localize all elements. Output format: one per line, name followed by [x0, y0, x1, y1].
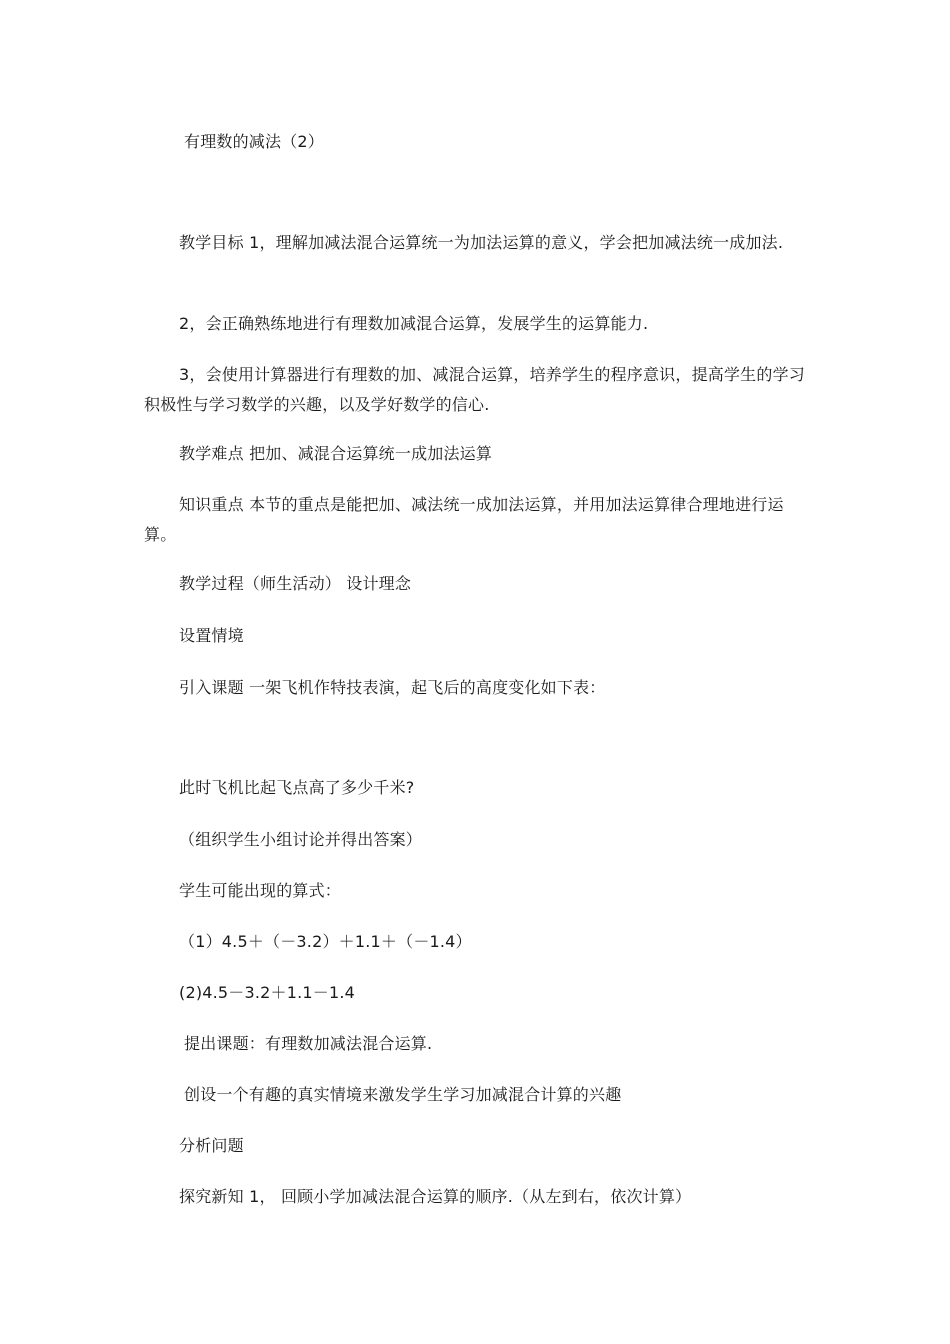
process-header: 教学过程（师生活动） 设计理念	[179, 574, 412, 593]
formula-2: (2)4.5－3.2＋1.1－1.4	[179, 983, 356, 1002]
topic-text: 提出课题：有理数加减法混合运算.	[184, 1034, 433, 1053]
intro-text: 引入课题 一架飞机作特技表演，起飞后的高度变化如下表：	[179, 678, 606, 697]
explore-text: 探究新知 1， 回顾小学加减法混合运算的顺序.（从左到右，依次计算）	[179, 1187, 692, 1206]
knowledge-key-point: 知识重点 本节的重点是能把加、减法统一成加法运算，并用加法运算律合理地进行运算。	[144, 495, 784, 544]
teaching-difficulty: 教学难点 把加、减混合运算统一成加法运算	[179, 444, 493, 463]
section-analysis: 分析问题	[179, 1136, 244, 1155]
question-text: 此时飞机比起飞点高了多少千米?	[179, 778, 415, 797]
section-setting: 设置情境	[179, 626, 244, 645]
discussion-note: （组织学生小组讨论并得出答案）	[179, 830, 423, 849]
objective-2: 2，会正确熟练地进行有理数加减混合运算，发展学生的运算能力.	[179, 314, 649, 333]
objective-1: 教学目标 1，理解加减法混合运算统一为加法运算的意义，学会把加减法统一成加法.	[179, 233, 784, 252]
objective-3: 3，会使用计算器进行有理数的加、减混合运算，培养学生的程序意识，提高学生的学习积极性与学习数学的兴趣，以及学好数学的信心.	[144, 365, 805, 414]
design-note: 创设一个有趣的真实情境来激发学生学习加减混合计算的兴趣	[184, 1085, 622, 1104]
document-title: 有理数的减法（2）	[184, 132, 324, 151]
possible-formulas-label: 学生可能出现的算式：	[179, 881, 342, 900]
formula-1: （1）4.5＋（－3.2）＋1.1＋（－1.4）	[179, 932, 472, 951]
